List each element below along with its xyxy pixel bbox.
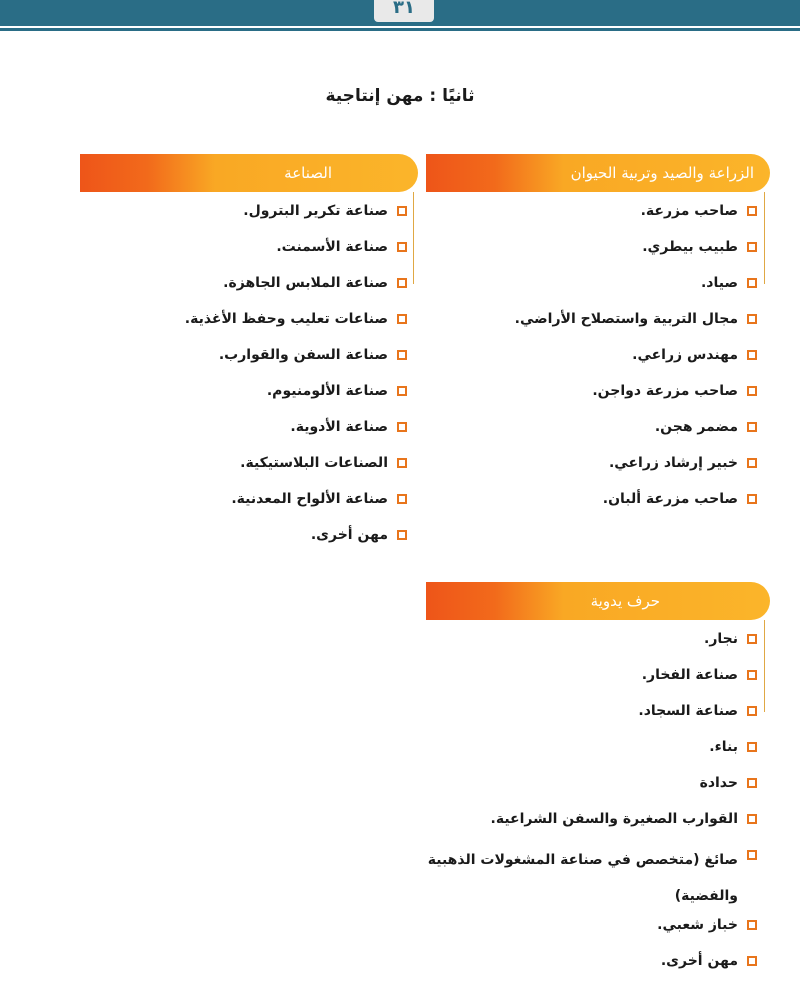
list-item xyxy=(400,842,760,912)
bullet-icon xyxy=(397,422,407,432)
list-item-text: خبير إرشاد زراعي. xyxy=(608,455,738,471)
list-item-text: صناعة تكرير البترول. xyxy=(243,203,388,219)
list-item-text: صناعة الأسمنت. xyxy=(276,239,388,255)
bullet-icon xyxy=(397,458,407,468)
bullet-icon xyxy=(397,278,407,288)
handicrafts-header xyxy=(426,582,770,620)
bullet-icon xyxy=(747,706,757,716)
list-item xyxy=(430,234,760,270)
list-item-text: القوارب الصغيرة والسفن الشراعية. xyxy=(490,811,738,827)
page-number: ٣١ xyxy=(374,0,434,22)
list-item xyxy=(400,698,760,734)
list-item-text: صاحب مزرعة ألبان. xyxy=(602,491,738,507)
list-item-text: صائغ (متخصص في صناعة المشغولات الذهبية والفضية) xyxy=(427,852,738,904)
list-item-text: صناعة السجاد. xyxy=(638,703,738,719)
list-item xyxy=(90,234,410,270)
list-item-text: مضمر هجن. xyxy=(654,419,738,435)
industry-divider xyxy=(413,192,414,284)
list-item xyxy=(90,378,410,414)
list-item-text: خباز شعبي. xyxy=(657,917,738,933)
bullet-icon xyxy=(397,314,407,324)
list-item xyxy=(400,912,760,948)
bullet-icon xyxy=(747,850,757,860)
bullet-icon xyxy=(747,206,757,216)
bullet-icon xyxy=(747,494,757,504)
bullet-icon xyxy=(747,920,757,930)
list-item xyxy=(400,770,760,806)
agriculture-divider xyxy=(764,192,765,284)
list-item-text: نجار. xyxy=(704,631,738,647)
bullet-icon xyxy=(397,494,407,504)
list-item xyxy=(90,342,410,378)
list-item xyxy=(90,270,410,306)
list-item-text: مهندس زراعي. xyxy=(632,347,738,363)
handicrafts-header-label: حرف يدوية xyxy=(590,592,660,610)
bullet-icon xyxy=(747,422,757,432)
page-title: ثانيًا : مهن إنتاجية xyxy=(325,86,475,106)
agriculture-header xyxy=(426,154,770,192)
list-item xyxy=(90,486,410,522)
list-item xyxy=(90,198,410,234)
bullet-icon xyxy=(747,634,757,644)
list-item xyxy=(90,414,410,450)
industry-header xyxy=(80,154,418,192)
bullet-icon xyxy=(747,742,757,752)
agriculture-list xyxy=(430,198,760,522)
bullet-icon xyxy=(397,242,407,252)
list-item-text: صناعة الفخار. xyxy=(641,667,738,683)
list-item xyxy=(430,450,760,486)
bullet-icon xyxy=(747,314,757,324)
bullet-icon xyxy=(747,278,757,288)
list-item xyxy=(90,306,410,342)
list-item xyxy=(90,522,410,558)
bullet-icon xyxy=(747,458,757,468)
bullet-icon xyxy=(397,206,407,216)
list-item xyxy=(430,378,760,414)
bullet-icon xyxy=(747,386,757,396)
list-item xyxy=(430,270,760,306)
list-item xyxy=(430,342,760,378)
bullet-icon xyxy=(397,350,407,360)
list-item-text: صناعة الألومنيوم. xyxy=(266,383,388,399)
list-item-text: مهن أخرى. xyxy=(310,527,388,543)
list-item xyxy=(400,734,760,770)
bullet-icon xyxy=(747,670,757,680)
bullet-icon xyxy=(747,778,757,788)
bullet-icon xyxy=(397,386,407,396)
list-item-text: حدادة xyxy=(699,775,738,791)
list-item-text: صناعة الألواح المعدنية. xyxy=(231,491,388,507)
bullet-icon xyxy=(747,242,757,252)
list-item-text: صناعة الملابس الجاهزة. xyxy=(223,275,388,291)
top-bar-line xyxy=(0,28,800,31)
handicrafts-divider xyxy=(764,620,765,712)
industry-list xyxy=(90,198,410,558)
list-item-text: صاحب مزرعة دواجن. xyxy=(592,383,738,399)
list-item xyxy=(400,662,760,698)
bullet-icon xyxy=(747,814,757,824)
handicrafts-list xyxy=(400,626,760,984)
list-item-text: صناعة السفن والقوارب. xyxy=(218,347,388,363)
list-item xyxy=(430,306,760,342)
list-item-text: مجال التربية واستصلاح الأراضي. xyxy=(514,311,738,327)
list-item-text: الصناعات البلاستيكية. xyxy=(240,455,388,471)
list-item xyxy=(430,414,760,450)
bullet-icon xyxy=(747,350,757,360)
list-item xyxy=(430,198,760,234)
list-item-text: صناعات تعليب وحفظ الأغذية. xyxy=(184,311,388,327)
list-item xyxy=(400,806,760,842)
bullet-icon xyxy=(397,530,407,540)
list-item xyxy=(400,626,760,662)
bullet-icon xyxy=(747,956,757,966)
list-item-text: طبيب بيطري. xyxy=(642,239,738,255)
list-item xyxy=(430,486,760,522)
list-item-text: صاحب مزرعة. xyxy=(640,203,738,219)
list-item-text: مهن أخرى. xyxy=(660,953,738,969)
agriculture-header-label: الزراعة والصيد وتربية الحيوان xyxy=(570,164,754,182)
list-item-text: صياد. xyxy=(700,275,738,291)
list-item-text: صناعة الأدوية. xyxy=(290,419,388,435)
list-item xyxy=(400,948,760,984)
list-item-text: بناء. xyxy=(709,739,738,755)
list-item xyxy=(90,450,410,486)
industry-header-label: الصناعة xyxy=(284,164,332,182)
